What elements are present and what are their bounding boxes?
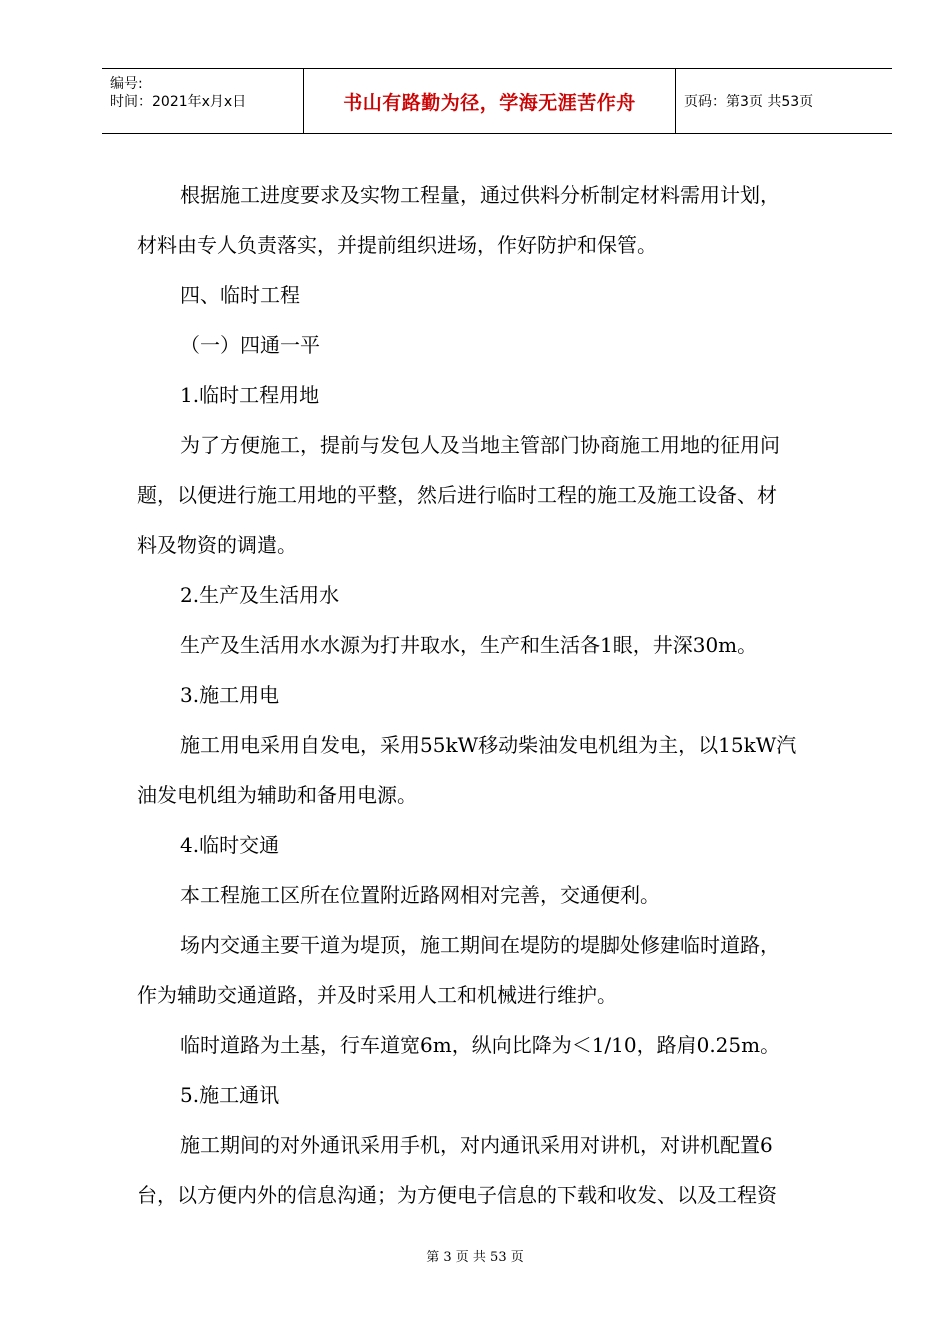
code-label: 编号: <box>110 76 143 92</box>
paragraph-line: 生产及生活用水水源为打井取水，生产和生活各1眼，井深30m。 <box>180 633 758 657</box>
paragraph-line: 为了方便施工，提前与发包人及当地主管部门协商施工用地的征用问 <box>180 433 780 457</box>
time-line: 时间：2021年x月x日 <box>110 94 247 110</box>
item-heading: 2.生产及生活用水 <box>180 583 340 607</box>
page-info: 页码：第3页 共53页 <box>684 94 814 110</box>
paragraph-line: 施工用电采用自发电，采用55kW移动柴油发电机组为主，以15kW汽 <box>180 733 797 757</box>
paragraph-line: 临时道路为土基，行车道宽6m，纵向比降为＜1/10，路肩0.25m。 <box>180 1033 781 1057</box>
paragraph-line: 题，以便进行施工用地的平整，然后进行临时工程的施工及施工设备、材 <box>137 483 777 507</box>
header-page-info <box>676 69 892 133</box>
document-body <box>137 170 857 1220</box>
page-footer: 第 3 页 共 53 页 <box>426 1250 524 1265</box>
paragraph-line: 场内交通主要干道为堤顶，施工期间在堤防的堤脚处修建临时道路， <box>180 933 780 957</box>
paragraph-line: 台，以方便内外的信息沟通；为方便电子信息的下载和收发、以及工程资 <box>137 1183 777 1207</box>
header-meta <box>102 69 304 133</box>
item-heading: 1.临时工程用地 <box>180 383 320 407</box>
paragraph-line: 根据施工进度要求及实物工程量，通过供料分析制定材料需用计划， <box>180 183 780 207</box>
item-heading: 5.施工通讯 <box>180 1083 280 1107</box>
item-heading: 4.临时交通 <box>180 833 280 857</box>
subsection-heading: （一）四通一平 <box>180 333 320 357</box>
paragraph-line: 材料由专人负责落实，并提前组织进场，作好防护和保管。 <box>137 233 657 257</box>
paragraph-line: 料及物资的调遣。 <box>137 533 297 557</box>
paragraph-line: 作为辅助交通道路，并及时采用人工和机械进行维护。 <box>137 983 617 1007</box>
page-header <box>102 68 892 134</box>
paragraph-line: 油发电机组为辅助和备用电源。 <box>137 783 417 807</box>
paragraph-line: 本工程施工区所在位置附近路网相对完善，交通便利。 <box>180 883 660 907</box>
paragraph-line: 施工期间的对外通讯采用手机，对内通讯采用对讲机，对讲机配置6 <box>180 1133 773 1157</box>
item-heading: 3.施工用电 <box>180 683 280 707</box>
motto: 书山有路勤为径，学海无涯苦作舟 <box>343 91 636 114</box>
header-motto-cell <box>304 69 676 133</box>
section-heading: 四、临时工程 <box>180 283 300 307</box>
